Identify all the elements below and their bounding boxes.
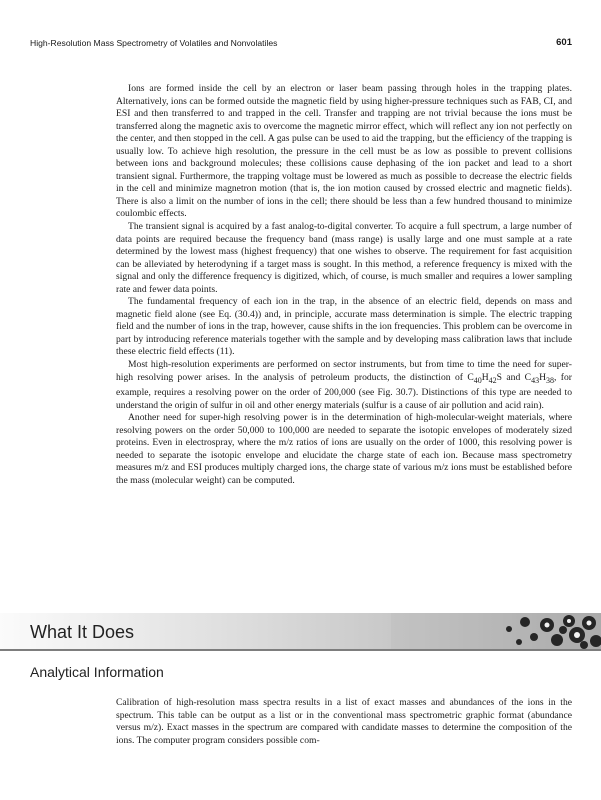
- subscript: 40: [473, 375, 482, 385]
- running-head-title: High-Resolution Mass Spectrometry of Volatiles and Nonvolatiles: [30, 38, 278, 48]
- section-title: What It Does: [30, 622, 135, 642]
- text-run: H: [539, 371, 546, 383]
- running-head: [30, 38, 572, 52]
- subscript: 42: [488, 375, 497, 385]
- subscript: 43: [531, 375, 540, 385]
- paragraph-high-resolution-experiments: [116, 359, 572, 412]
- section-body-text: [116, 697, 572, 747]
- banner-texture-graphic: [391, 613, 601, 649]
- section-banner: [0, 613, 601, 651]
- paragraph-transient-signal: The transient signal is acquired by a fast analog-to-digital converter. To acquire a full spectrum, a large number of data points are required because the frequency band (mass range) is usally large and one must sample at a rate determined by the lowest mass (highest frequency) that one wishes to observe. The requirement for fast acquisition can be alleviated by heterodyning if a target mass is sought. In this method, a reference frequency is mixed with the signal and only the difference frequency is digitized, which, of course, is much smaller and requires a lower sampling rate and fewer data points.: [116, 221, 572, 295]
- text-run: S and C: [496, 371, 532, 383]
- subsection-heading: Analytical Information: [30, 664, 164, 680]
- body-text: [116, 83, 572, 487]
- text-run: Most high-resolution experiments are performed on sector instruments, but from time to time the need for super-high resolving power arises. In the analysis of petroleum products, the distinction of C: [116, 359, 572, 383]
- text-run: H: [481, 371, 489, 383]
- paragraph-calibration: Calibration of high-resolution mass spectra results in a list of exact masses and abundances of the ions in the spectrum. This table can be output as a list or in the conventional mass spectrometric graphic format (abundance versus m/z). Exact masses in the spectrum are compared with candidate masses to determine the composition of the ions. The computer program considers possible com-: [116, 697, 572, 746]
- paragraph-resolving-power: Another need for super-high resolving power is in the determination of high-molecular-weight materials, where resolving powers on the order 50,000 to 100,000 are needed to separate the isotopic envelopes of moderately sized proteins. Even in electrospray, where the m/z ratios of ions are usually on the order of 1000, this resolving power is needed to separate the isotopic envelope and elucidate the charge state of each ion. Because mass spectrometry measures m/z and ESI produces multiply charged ions, the charge state of various m/z ions must be established before the mass (molecular weight) can be computed.: [116, 412, 572, 486]
- banner-rule: [0, 649, 601, 651]
- paragraph-fundamental-frequency: The fundamental frequency of each ion in the trap, in the absence of an electric field, depends on mass and magnetic field alone (see Eq. (30.4)) and, in principle, accurate mass determination is simple. The electric trapping field and the number of ions in the trap, however, cause shifts in the ion frequencies. This problem can be overcome in part by introducing reference materials together with the sample and by developing mass calibration laws that include these electric field effects (11).: [116, 296, 572, 358]
- page-number: 601: [556, 37, 572, 48]
- paragraph-ion-formation: Ions are formed inside the cell by an electron or laser beam passing through holes in the trapping plates. Alternatively, ions can be formed outside the magnetic field by using higher-pressure techniques such as FAB, CI, and ESI and then transferred to and trapped in the cell. Transfer and trapping are not trivial because the ions must be transferred along the magnetic axis to overcome the magnetic mirror effect, which will reflect any ion not perfectly on the center, and then stopped in the cell. A gas pulse can be used to aid the trapping, but the efficiency of the trapping is usually low. To achieve high resolution, the pressure in the cell must be as low as possible to prevent collisions between ions and background molecules; these collisions cause dephasing of the ion packet and lead to a short transient signal. Furthermore, the trapping voltage must be lowered as much as possible to decrease the electric fields in the cell and minimize magnetron motion (that is, the ion motion caused by crossed electric and magnetic fields). There is also a limit on the number of ions in the cell; there should be less than a few hundred thousand to minimize coulombic effects.: [116, 83, 572, 220]
- subscript: 38: [546, 375, 554, 385]
- text-run: , for example, requires a resolving power on the order of 200,000 (see Fig. 30.7). Distinctions of this type are needed to understand the origin of sulfur in oil and other energy materials (sulfur is a cause of air pollution and acid rain).: [116, 371, 572, 411]
